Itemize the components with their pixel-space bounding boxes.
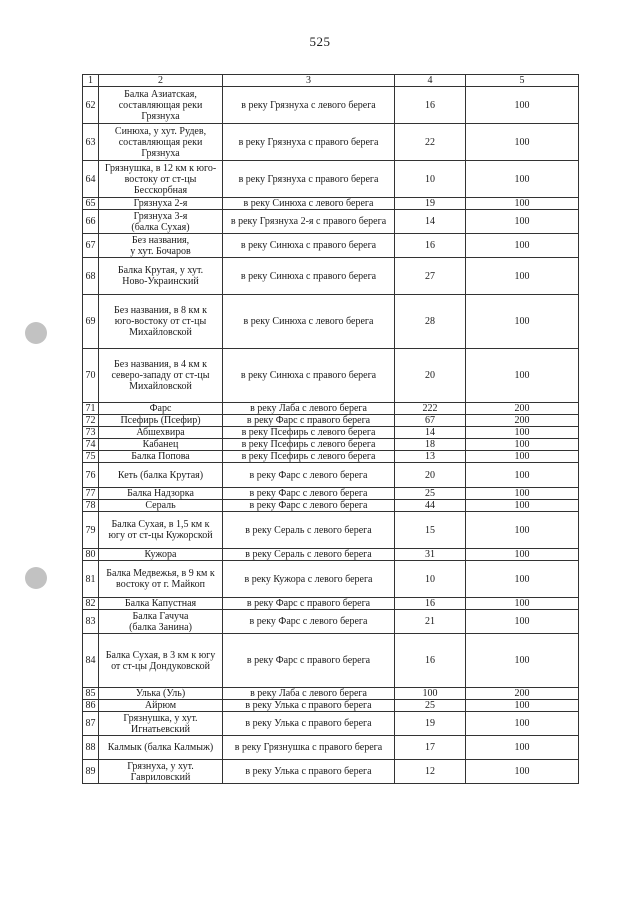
river-name-cell: Кабанец (99, 439, 223, 451)
river-name-cell: Балка Медвежья, в 9 км к востоку от г. Майкоп (99, 561, 223, 598)
river-name-cell: Синюха, у хут. Рудев, составляющая реки Грязнуха (99, 124, 223, 161)
row-number-cell: 86 (83, 700, 99, 712)
outflow-cell: в реку Грязнуха с правого берега (223, 161, 395, 198)
table-row (83, 634, 579, 688)
zone-width-cell: 100 (466, 561, 579, 598)
row-number-cell: 89 (83, 760, 99, 784)
row-number-cell: 68 (83, 258, 99, 295)
outflow-cell: в реку Синюха с правого берега (223, 349, 395, 403)
table-row (83, 736, 579, 760)
outflow-cell: в реку Синюха с левого берега (223, 198, 395, 210)
table-row (83, 760, 579, 784)
zone-width-cell: 100 (466, 610, 579, 634)
zone-width-cell: 200 (466, 403, 579, 415)
length-cell: 16 (395, 87, 466, 124)
river-name-cell: Балка Надзорка (99, 488, 223, 500)
zone-width-cell: 100 (466, 760, 579, 784)
row-number-cell: 77 (83, 488, 99, 500)
table-row (83, 198, 579, 210)
zone-width-cell: 100 (466, 500, 579, 512)
length-cell: 16 (395, 634, 466, 688)
outflow-cell: в реку Улька с правого берега (223, 760, 395, 784)
zone-width-cell: 100 (466, 427, 579, 439)
column-header: 2 (99, 75, 223, 87)
outflow-cell: в реку Фарс с левого берега (223, 610, 395, 634)
row-number-cell: 85 (83, 688, 99, 700)
length-cell: 67 (395, 415, 466, 427)
table-row (83, 415, 579, 427)
table-row (83, 234, 579, 258)
length-cell: 15 (395, 512, 466, 549)
zone-width-cell: 100 (466, 87, 579, 124)
outflow-cell: в реку Псефирь с левого берега (223, 439, 395, 451)
table-row (83, 700, 579, 712)
outflow-cell: в реку Грязнуха с правого берега (223, 124, 395, 161)
row-number-cell: 65 (83, 198, 99, 210)
table-row (83, 124, 579, 161)
table-row (83, 688, 579, 700)
table-row (83, 512, 579, 549)
table-row (83, 561, 579, 598)
row-number-cell: 63 (83, 124, 99, 161)
river-name-cell: Балка Сухая, в 3 км к югу от ст-цы Дондуковской (99, 634, 223, 688)
zone-width-cell: 200 (466, 415, 579, 427)
length-cell: 21 (395, 610, 466, 634)
river-name-cell: Улька (Уль) (99, 688, 223, 700)
river-name-cell: Калмык (балка Калмыж) (99, 736, 223, 760)
zone-width-cell: 100 (466, 198, 579, 210)
row-number-cell: 80 (83, 549, 99, 561)
column-header: 5 (466, 75, 579, 87)
outflow-cell: в реку Синюха с левого берега (223, 295, 395, 349)
zone-width-cell: 100 (466, 736, 579, 760)
river-name-cell: Балка Крутая, у хут. Ново-Украинский (99, 258, 223, 295)
length-cell: 25 (395, 700, 466, 712)
length-cell: 14 (395, 427, 466, 439)
river-name-cell: Кеть (балка Крутая) (99, 463, 223, 488)
row-number-cell: 64 (83, 161, 99, 198)
table-row (83, 598, 579, 610)
outflow-cell: в реку Синюха с правого берега (223, 258, 395, 295)
row-number-cell: 66 (83, 210, 99, 234)
outflow-cell: в реку Грязнушка с правого берега (223, 736, 395, 760)
table-row (83, 463, 579, 488)
table-row (83, 295, 579, 349)
row-number-cell: 67 (83, 234, 99, 258)
outflow-cell: в реку Синюха с правого берега (223, 234, 395, 258)
river-name-cell: Грязнушка, в 12 км к юго- востоку от ст-цы Бесскорбная (99, 161, 223, 198)
outflow-cell: в реку Сераль с левого берега (223, 512, 395, 549)
outflow-cell: в реку Кужора с левого берега (223, 561, 395, 598)
row-number-cell: 70 (83, 349, 99, 403)
row-number-cell: 88 (83, 736, 99, 760)
table-row (83, 500, 579, 512)
outflow-cell: в реку Лаба с левого берега (223, 403, 395, 415)
punch-hole-top (25, 322, 47, 344)
length-cell: 100 (395, 688, 466, 700)
punch-hole-bottom (25, 567, 47, 589)
outflow-cell: в реку Сераль с левого берега (223, 549, 395, 561)
zone-width-cell: 100 (466, 451, 579, 463)
river-name-cell: Грязнуха 2-я (99, 198, 223, 210)
zone-width-cell: 100 (466, 712, 579, 736)
outflow-cell: в реку Фарс с левого берега (223, 463, 395, 488)
river-name-cell: Абшехвира (99, 427, 223, 439)
river-name-cell: Грязнуха 3-я (балка Сухая) (99, 210, 223, 234)
rivers-table (82, 74, 579, 784)
table-row (83, 161, 579, 198)
table-row (83, 549, 579, 561)
outflow-cell: в реку Фарс с левого берега (223, 500, 395, 512)
length-cell: 10 (395, 561, 466, 598)
outflow-cell: в реку Фарс с левого берега (223, 488, 395, 500)
column-header: 1 (83, 75, 99, 87)
page-number: 525 (309, 34, 331, 49)
river-name-cell: Грязнушка, у хут. Игнатьевский (99, 712, 223, 736)
zone-width-cell: 100 (466, 349, 579, 403)
length-cell: 20 (395, 349, 466, 403)
table-row (83, 403, 579, 415)
row-number-cell: 73 (83, 427, 99, 439)
table-row (83, 349, 579, 403)
river-name-cell: Без названия, в 4 км к северо-западу от ст-цы Михайловской (99, 349, 223, 403)
river-name-cell: Балка Попова (99, 451, 223, 463)
length-cell: 10 (395, 161, 466, 198)
table-header-row (83, 75, 579, 87)
outflow-cell: в реку Псефирь с левого берега (223, 451, 395, 463)
length-cell: 12 (395, 760, 466, 784)
column-header: 4 (395, 75, 466, 87)
zone-width-cell: 100 (466, 700, 579, 712)
river-name-cell: Без названия, у хут. Бочаров (99, 234, 223, 258)
river-name-cell: Балка Капустная (99, 598, 223, 610)
zone-width-cell: 100 (466, 549, 579, 561)
zone-width-cell: 100 (466, 634, 579, 688)
zone-width-cell: 100 (466, 598, 579, 610)
row-number-cell: 75 (83, 451, 99, 463)
outflow-cell: в реку Улька с правого берега (223, 700, 395, 712)
row-number-cell: 79 (83, 512, 99, 549)
river-name-cell: Айрюм (99, 700, 223, 712)
table-row (83, 712, 579, 736)
zone-width-cell: 100 (466, 439, 579, 451)
row-number-cell: 87 (83, 712, 99, 736)
table-row (83, 439, 579, 451)
outflow-cell: в реку Фарс с правого берега (223, 634, 395, 688)
zone-width-cell: 100 (466, 210, 579, 234)
zone-width-cell: 100 (466, 295, 579, 349)
length-cell: 16 (395, 598, 466, 610)
column-header: 3 (223, 75, 395, 87)
row-number-cell: 74 (83, 439, 99, 451)
row-number-cell: 71 (83, 403, 99, 415)
outflow-cell: в реку Грязнуха с левого берега (223, 87, 395, 124)
river-name-cell: Грязнуха, у хут. Гавриловский (99, 760, 223, 784)
length-cell: 44 (395, 500, 466, 512)
row-number-cell: 82 (83, 598, 99, 610)
river-name-cell: Псефирь (Псефир) (99, 415, 223, 427)
zone-width-cell: 100 (466, 161, 579, 198)
length-cell: 18 (395, 439, 466, 451)
row-number-cell: 69 (83, 295, 99, 349)
length-cell: 13 (395, 451, 466, 463)
length-cell: 28 (395, 295, 466, 349)
table-row (83, 210, 579, 234)
outflow-cell: в реку Фарс с правого берега (223, 415, 395, 427)
river-name-cell: Без названия, в 8 км к юго-востоку от ст-цы Михайловской (99, 295, 223, 349)
row-number-cell: 81 (83, 561, 99, 598)
row-number-cell: 78 (83, 500, 99, 512)
length-cell: 17 (395, 736, 466, 760)
river-name-cell: Сераль (99, 500, 223, 512)
zone-width-cell: 100 (466, 234, 579, 258)
zone-width-cell: 200 (466, 688, 579, 700)
length-cell: 31 (395, 549, 466, 561)
length-cell: 22 (395, 124, 466, 161)
length-cell: 27 (395, 258, 466, 295)
river-name-cell: Кужора (99, 549, 223, 561)
table-row (83, 488, 579, 500)
zone-width-cell: 100 (466, 512, 579, 549)
length-cell: 222 (395, 403, 466, 415)
length-cell: 25 (395, 488, 466, 500)
zone-width-cell: 100 (466, 488, 579, 500)
table-row (83, 258, 579, 295)
length-cell: 20 (395, 463, 466, 488)
river-name-cell: Балка Азиатская, составляющая реки Грязнуха (99, 87, 223, 124)
outflow-cell: в реку Грязнуха 2-я с правого берега (223, 210, 395, 234)
river-name-cell: Балка Гачуча (балка Занина) (99, 610, 223, 634)
zone-width-cell: 100 (466, 463, 579, 488)
table-row (83, 451, 579, 463)
river-name-cell: Фарс (99, 403, 223, 415)
row-number-cell: 84 (83, 634, 99, 688)
row-number-cell: 62 (83, 87, 99, 124)
zone-width-cell: 100 (466, 258, 579, 295)
row-number-cell: 76 (83, 463, 99, 488)
length-cell: 19 (395, 198, 466, 210)
outflow-cell: в реку Псефирь с левого берега (223, 427, 395, 439)
length-cell: 14 (395, 210, 466, 234)
outflow-cell: в реку Лаба с левого берега (223, 688, 395, 700)
row-number-cell: 83 (83, 610, 99, 634)
zone-width-cell: 100 (466, 124, 579, 161)
row-number-cell: 72 (83, 415, 99, 427)
table-row (83, 610, 579, 634)
length-cell: 16 (395, 234, 466, 258)
length-cell: 19 (395, 712, 466, 736)
outflow-cell: в реку Улька с правого берега (223, 712, 395, 736)
table-row (83, 87, 579, 124)
river-name-cell: Балка Сухая, в 1,5 км к югу от ст-цы Кужорской (99, 512, 223, 549)
table-row (83, 427, 579, 439)
outflow-cell: в реку Фарс с правого берега (223, 598, 395, 610)
